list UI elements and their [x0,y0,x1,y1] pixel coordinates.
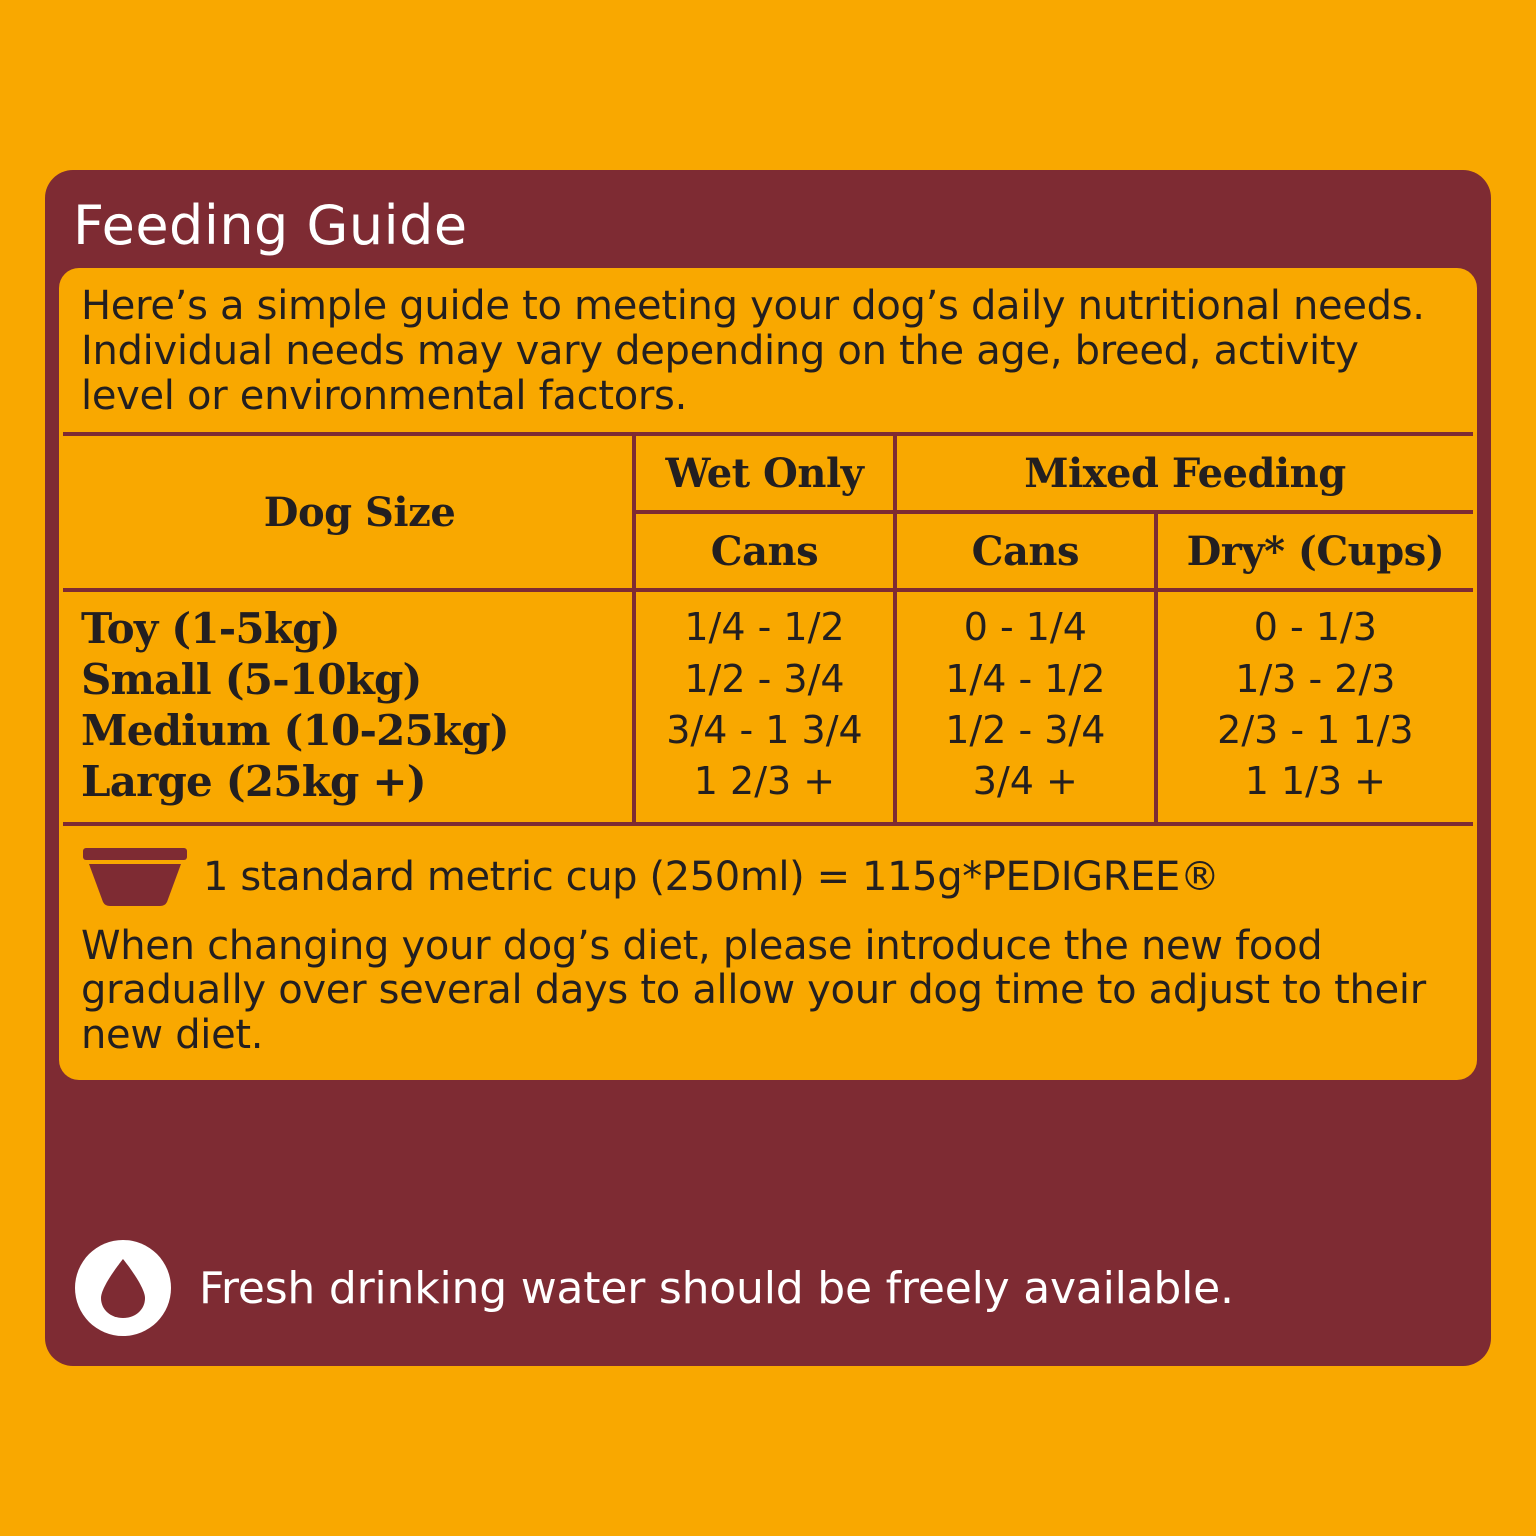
water-drop-icon [95,1256,151,1320]
cell-wet-cans: 1/2 - 3/4 [684,656,845,701]
header-dog-size: Dog Size [63,434,634,590]
cell-mixed-cans: 1/4 - 1/2 [945,656,1106,701]
header-mixed-cans: Cans [895,512,1156,590]
measuring-cup-icon [81,846,189,908]
cell-mixed-dry: 1/3 - 2/3 [1235,656,1396,701]
cell-mixed-dry: 1 1/3 + [1244,759,1387,804]
water-note [75,1240,1465,1336]
feeding-table [63,432,1473,825]
cell-mixed-cans: 0 - 1/4 [963,605,1087,650]
table-header-row-groups [63,434,1473,512]
cell-wet-cans: 1 2/3 + [693,759,836,804]
diet-transition-text: When changing your dog’s diet, please introduce the new food gradually over several days to allow your dog time to adjust to their new diet. [81,922,1426,1059]
cell-mixed-cans: 1/2 - 3/4 [945,707,1106,752]
mixed-dry-column [1156,590,1473,823]
table-row: Toy (1-5kg) [81,603,340,653]
header-wet-only: Wet Only [634,434,895,512]
cell-mixed-cans: 3/4 + [972,759,1078,804]
table-body-row [63,590,1473,823]
page-title: Feeding Guide [73,194,468,257]
cup-conversion-text: 1 standard metric cup (250ml) = 115g*PEDIGREE® [203,853,1220,900]
header-wet-cans: Cans [634,512,895,590]
cell-wet-cans: 3/4 - 1 3/4 [666,707,863,752]
cell-mixed-dry: 2/3 - 1 1/3 [1217,707,1414,752]
cell-wet-cans: 1/4 - 1/2 [684,605,845,650]
feeding-guide-panel [45,170,1491,1366]
cup-conversion-note [59,826,1477,914]
water-badge [75,1240,171,1336]
water-note-text: Fresh drinking water should be freely available. [199,1262,1234,1314]
feeding-guide-card [59,268,1477,1080]
header-mixed-dry-cups: Dry* (Cups) [1156,512,1473,590]
table-row: Small (5-10kg) [81,654,422,704]
table-row: Large (25kg +) [81,757,426,807]
mixed-cans-column [895,590,1156,823]
table-row: Medium (10-25kg) [81,705,509,755]
wet-cans-column [634,590,895,823]
cell-mixed-dry: 0 - 1/3 [1253,605,1377,650]
dog-size-column [63,590,634,823]
header-mixed-feeding: Mixed Feeding [895,434,1473,512]
intro-text: Here’s a simple guide to meeting your dog’s daily nutritional needs. Individual needs may vary depending on the age, breed, activity level or environmental factors. [81,283,1425,419]
